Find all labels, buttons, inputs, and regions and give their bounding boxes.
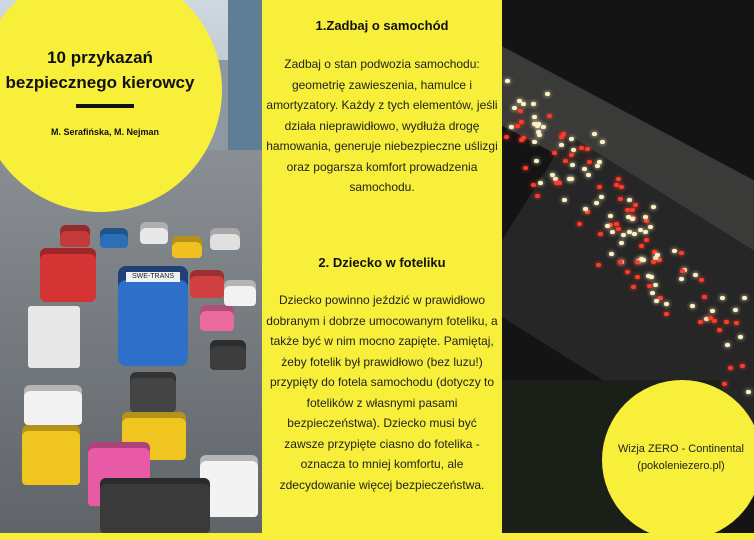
car-light [600,140,605,144]
car-light [569,137,574,141]
car [172,236,202,258]
car-light [599,195,604,199]
car-light [655,253,660,257]
car-light [644,238,649,242]
car-light [541,125,546,129]
car-light [672,249,677,253]
car-light [627,230,632,234]
section-body: Dziecko powinno jeździć w prawidłowo dobranym i dobrze umocowanym foteliku, a także być w nim mocno zapięte. Pamiętaj, żeby fotelik był prawidłowo (bez luzu!) przypięty do fotela samochodu (dotyczy to fotelików z własnymi pasami bezpieczeństwa). Dziecko musi być zawsze przypięte ciasno do fotelika - oznacza to mniej komfortu, ale zdecydowanie więcej bezpieczeństwa. [266,293,498,492]
car-light [725,343,730,347]
car-light [616,227,621,231]
car-light [504,135,509,139]
building [228,0,262,150]
car [210,228,240,250]
car-light [534,159,539,163]
car-light [521,102,526,106]
car-light [535,194,540,198]
car-light [619,185,624,189]
car-light [587,160,592,164]
bus-sign: SWE-TRANS [126,272,180,282]
car-light [698,320,703,324]
car-light [596,263,601,267]
car-light [664,302,669,306]
white-truck [28,306,80,368]
car-light [635,275,640,279]
car-light [531,183,536,187]
car-light [680,269,685,273]
car-light [598,232,603,236]
content-panel [262,0,502,533]
car-light [538,181,543,185]
car [190,270,224,298]
taxi [22,425,80,485]
car-light [597,185,602,189]
car-light [512,106,517,110]
car-light [554,181,559,185]
car-light [608,214,613,218]
car [60,225,90,247]
car-light [521,136,526,140]
car-light [518,109,523,113]
car-light [631,285,636,289]
car-light [579,146,584,150]
car-light [592,132,597,136]
car-light [597,160,602,164]
title-line2: bezpiecznego kierowcy [5,73,195,92]
car-light [643,215,648,219]
blue-bus [118,266,188,366]
car-light [679,251,684,255]
title-line1: 10 przykazań [47,48,153,67]
car-light [519,120,524,124]
red-bus [40,248,96,302]
authors: M. Serafińska, M. Nejman [50,127,160,137]
car-light [545,92,550,96]
car-light [532,140,537,144]
car [210,340,246,370]
car-light [517,99,522,103]
car-light [523,166,528,170]
car-light [583,207,588,211]
car-light [649,275,654,279]
car-light [567,177,572,181]
car-light [690,304,695,308]
car-light [651,260,656,264]
car [140,222,168,244]
car-light [605,224,610,228]
car [200,305,234,331]
pickup-truck [100,478,210,533]
car-light [621,233,626,237]
car-light [641,258,646,262]
section-heading: 1.Zadbaj o samochód [315,18,449,33]
car-light [577,222,582,226]
car-light [724,320,729,324]
title-divider [76,104,134,108]
credit-line1: Wizja ZERO - Continental [618,443,744,455]
car-light [740,364,745,368]
car-light [619,241,624,245]
car-light [570,163,575,167]
car-light [734,321,739,325]
car-light [563,159,568,163]
car [24,385,82,425]
car-light [632,232,637,236]
car-light [532,115,537,119]
car-light [650,291,655,295]
car-light [562,198,567,202]
car-light [654,299,659,303]
credit [610,441,752,475]
car [224,280,256,306]
car-light [635,260,640,264]
credit-line2: (pokoleniezero.pl) [637,460,725,472]
car-light [742,296,747,300]
section-heading: 2. Dziecko w foteliku [318,255,446,270]
section-body: Zadbaj o stan podwozia samochodu: geometrię zawieszenia, hamulce i amortyzatory. Każdy z tych elementów, jeśli działa nieprawidłowo, wydłuża drogę hamowania, generuje niebezpieczne uślizgi oraz pogarsza komfort prowadzenia samochodu. [266,57,498,194]
car [100,228,128,248]
title [0,45,200,95]
car-light [639,244,644,248]
car [130,372,176,412]
car-light [738,335,743,339]
car-light [618,260,623,264]
car-light [647,284,652,288]
car-light [712,319,717,323]
car-light [509,125,514,129]
car-light [586,173,591,177]
car-light [643,230,648,234]
car-light [618,197,623,201]
car-light [609,252,614,256]
car-light [614,222,619,226]
car-light [571,148,576,152]
car-light [585,147,590,151]
